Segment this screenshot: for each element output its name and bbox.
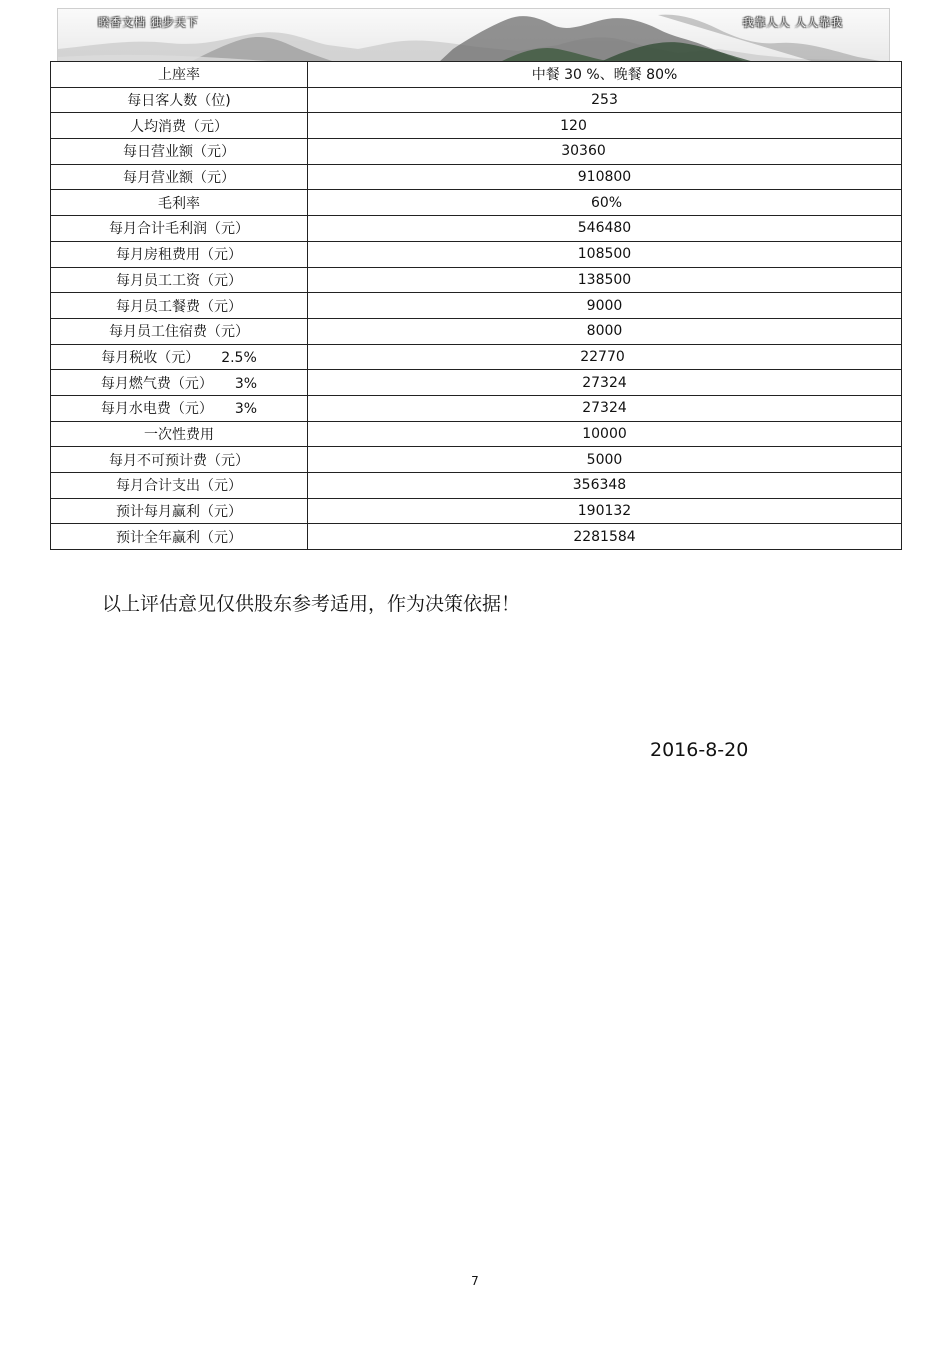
row-label: 每月员工住宿费（元） <box>109 324 249 341</box>
row-value-cell <box>308 395 902 421</box>
row-label-cell <box>51 524 308 550</box>
table-row <box>51 293 902 319</box>
row-label-cell <box>51 344 308 370</box>
table-row <box>51 447 902 473</box>
row-value-cell <box>308 113 902 139</box>
row-value-cell <box>308 447 902 473</box>
row-value: 9000 <box>586 297 623 314</box>
row-value-cell <box>308 421 902 447</box>
row-value-cell <box>308 62 902 88</box>
row-label: 每月合计支出（元） <box>116 478 242 495</box>
row-value-cell <box>308 139 902 165</box>
table-row <box>51 190 902 216</box>
row-value: 546480 <box>577 220 632 237</box>
row-label: 每月房租费用（元） <box>116 247 242 264</box>
row-value: 138500 <box>577 271 632 288</box>
row-label: 上座率 <box>158 67 200 84</box>
table-row <box>51 62 902 88</box>
remark-text: 以上评估意见仅供股东参考适用，作为决策依据！ <box>102 593 521 615</box>
row-value-cell <box>308 216 902 242</box>
row-value: 108500 <box>577 246 632 263</box>
row-label: 预计全年赢利（元） <box>116 529 242 546</box>
row-label: 预计每月赢利（元） <box>116 504 242 521</box>
row-label: 每月税收（元） <box>101 349 200 366</box>
row-label-cell <box>51 62 308 88</box>
row-value-cell <box>308 241 902 267</box>
row-value-cell <box>308 473 902 499</box>
row-label-cell <box>51 241 308 267</box>
row-rate: 3% <box>234 401 258 418</box>
row-label: 每日营业额（元） <box>123 144 235 161</box>
row-label: 每月水电费（元） <box>100 401 213 418</box>
row-value: 10000 <box>582 425 627 442</box>
row-value: 22770 <box>580 348 625 365</box>
row-value-cell <box>308 190 902 216</box>
row-rate: 2.5% <box>221 349 257 366</box>
banner-right-text: 我靠人人 人人靠我 <box>742 16 843 29</box>
table-row <box>51 216 902 242</box>
row-value-cell <box>308 344 902 370</box>
table-row <box>51 498 902 524</box>
row-label-cell <box>51 293 308 319</box>
table-row <box>51 267 902 293</box>
row-value-cell <box>308 318 902 344</box>
row-value: 60% <box>590 194 623 211</box>
row-value-cell <box>308 87 902 113</box>
row-label: 毛利率 <box>158 195 200 212</box>
row-label: 每月员工餐费（元） <box>116 298 242 315</box>
row-value-cell <box>308 370 902 396</box>
header-banner <box>57 8 890 62</box>
row-value: 910800 <box>577 169 632 186</box>
table-row <box>51 113 902 139</box>
row-label-cell <box>51 395 308 421</box>
row-label: 每月合计毛利润（元） <box>109 221 249 238</box>
row-value-cell <box>308 164 902 190</box>
table-row <box>51 421 902 447</box>
row-label-cell <box>51 498 308 524</box>
row-value: 356348 <box>572 477 627 494</box>
table-row <box>51 241 902 267</box>
table-row <box>51 395 902 421</box>
row-value: 190132 <box>577 503 632 520</box>
row-value-cell <box>308 267 902 293</box>
row-label: 人均消费（元） <box>130 118 228 135</box>
row-label: 每月员工工资（元） <box>116 272 242 289</box>
document-date: 2016-8-20 <box>650 739 749 761</box>
banner-left-text: 睽香文档 独步天下 <box>98 16 199 29</box>
row-label-cell <box>51 318 308 344</box>
row-label-cell <box>51 164 308 190</box>
row-label: 每月不可预计费（元） <box>109 452 249 469</box>
row-value: 27324 <box>582 400 627 417</box>
row-value: 2281584 <box>573 528 636 545</box>
row-value: 30360 <box>561 143 606 160</box>
row-label-cell <box>51 421 308 447</box>
table-row <box>51 473 902 499</box>
profit-estimate-table-body <box>51 62 902 550</box>
row-value: 27324 <box>582 374 627 391</box>
table-row <box>51 164 902 190</box>
row-value: 8000 <box>586 323 623 340</box>
row-label-cell <box>51 267 308 293</box>
row-label: 每月营业额（元） <box>123 170 235 187</box>
row-label-cell <box>51 473 308 499</box>
table-row <box>51 370 902 396</box>
row-label-cell <box>51 216 308 242</box>
table-row <box>51 344 902 370</box>
row-rate: 3% <box>234 375 258 392</box>
row-label-cell <box>51 139 308 165</box>
row-label: 每日客人数（位) <box>127 93 231 110</box>
row-label-cell <box>51 113 308 139</box>
table-row <box>51 318 902 344</box>
row-value: 253 <box>591 92 618 109</box>
page-number: 7 <box>471 1274 479 1288</box>
row-label: 一次性费用 <box>144 426 214 443</box>
row-value: 120 <box>560 117 587 134</box>
table-row <box>51 139 902 165</box>
row-value-cell <box>308 524 902 550</box>
row-label-cell <box>51 190 308 216</box>
row-value: 中餐 30 %、晚餐 80% <box>531 67 678 84</box>
row-label-cell <box>51 447 308 473</box>
row-label: 每月燃气费（元） <box>100 375 213 392</box>
profit-estimate-table <box>50 61 902 550</box>
table-row <box>51 87 902 113</box>
row-value-cell <box>308 293 902 319</box>
row-label-cell <box>51 370 308 396</box>
row-value: 5000 <box>586 451 623 468</box>
row-label-cell <box>51 87 308 113</box>
table-row <box>51 524 902 550</box>
row-value-cell <box>308 498 902 524</box>
